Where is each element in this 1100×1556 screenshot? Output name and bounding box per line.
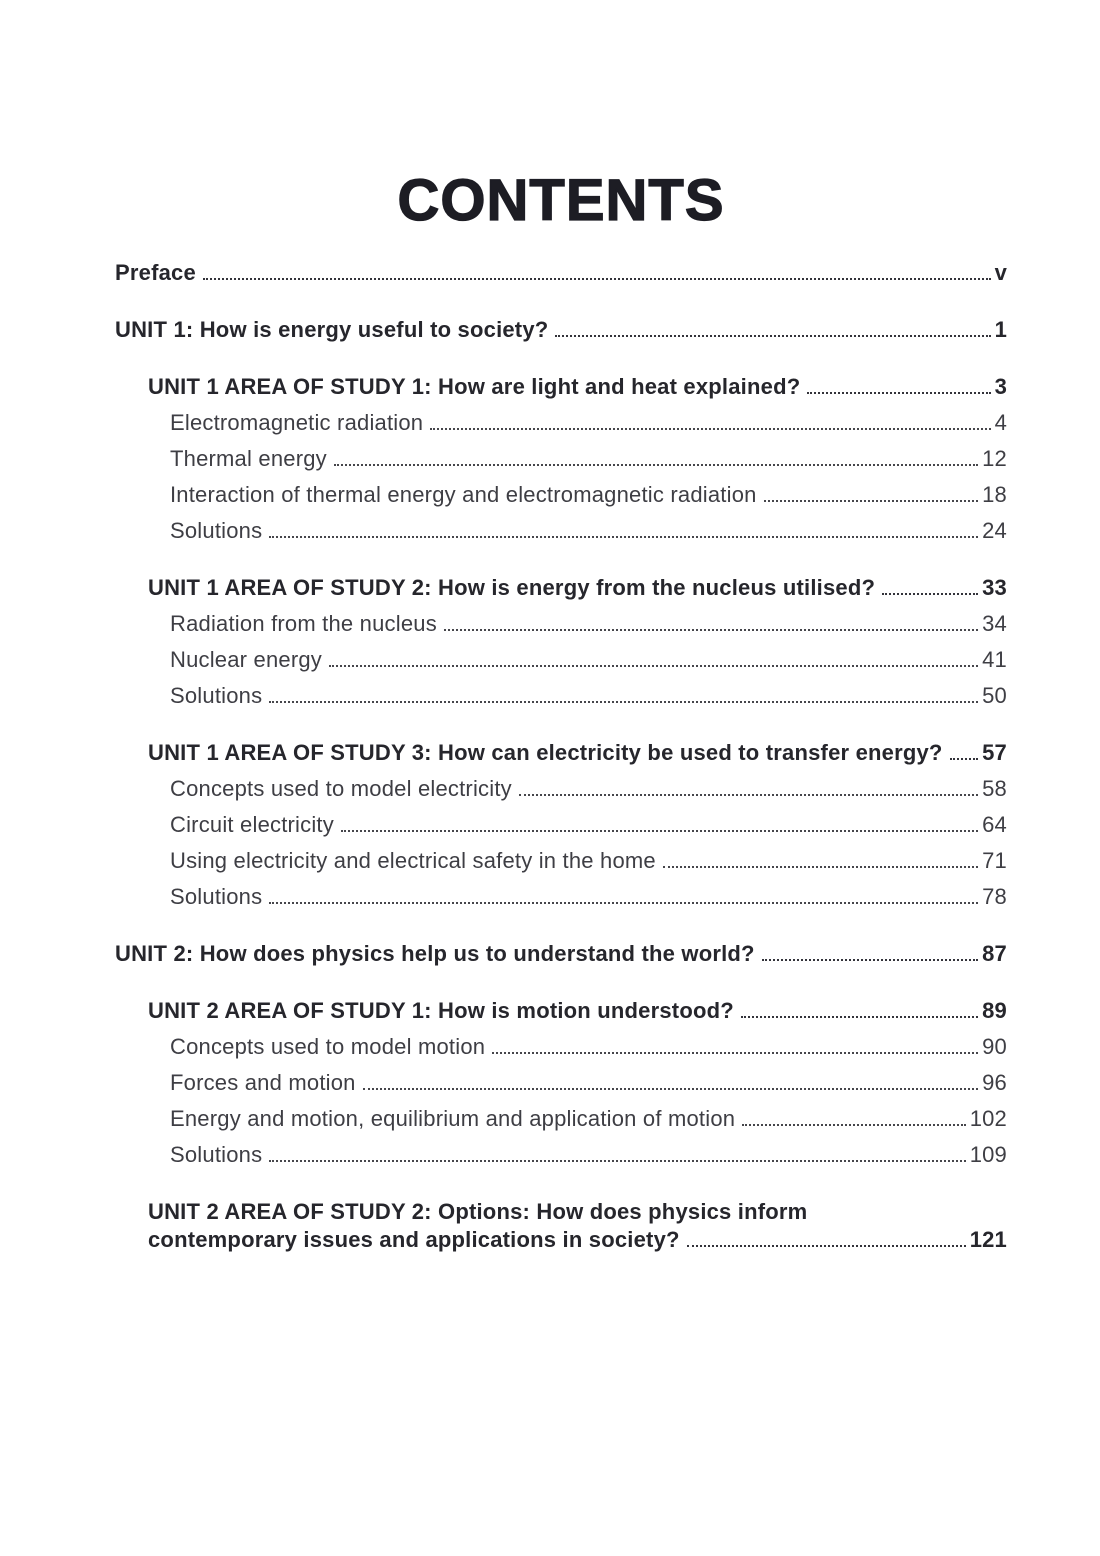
dotted-leader xyxy=(269,701,978,703)
dotted-leader xyxy=(882,593,978,595)
page-number: 78 xyxy=(982,884,1007,909)
toc-entry-row xyxy=(115,942,1007,965)
dotted-leader xyxy=(430,428,990,430)
entry-label: Interaction of thermal energy and electromagnetic radiation xyxy=(170,482,757,507)
entry-label: Thermal energy xyxy=(170,446,327,471)
toc-entry-row xyxy=(170,411,1007,434)
dotted-leader xyxy=(203,278,991,280)
dotted-leader xyxy=(269,1160,965,1162)
toc-entry-row xyxy=(148,999,1007,1022)
entry-label: Solutions xyxy=(170,518,263,543)
toc-entry-row xyxy=(170,777,1007,800)
toc-entry-row xyxy=(148,576,1007,599)
entry-label: UNIT 1 AREA OF STUDY 1: How are light and heat explained? xyxy=(148,374,801,399)
page-number: 87 xyxy=(982,941,1007,966)
toc-entry-row xyxy=(170,1035,1007,1058)
page-title: CONTENTS xyxy=(397,168,725,233)
entry-label-line1: UNIT 2 AREA OF STUDY 2: Options: How does physics inform xyxy=(148,1199,808,1224)
dotted-leader xyxy=(950,758,979,760)
dotted-leader xyxy=(555,335,990,337)
entry-label: contemporary issues and applications in society? xyxy=(148,1227,680,1252)
dotted-leader xyxy=(334,464,978,466)
entry-label: Concepts used to model electricity xyxy=(170,776,512,801)
page-number: 102 xyxy=(969,1106,1007,1131)
entry-label: UNIT 2 AREA OF STUDY 1: How is motion understood? xyxy=(148,998,734,1023)
toc-entry xyxy=(115,777,1007,800)
page-number: 109 xyxy=(969,1142,1007,1167)
dotted-leader xyxy=(741,1016,978,1018)
toc-entry-row xyxy=(148,741,1007,764)
entry-label: Electromagnetic radiation xyxy=(170,410,424,435)
toc-list xyxy=(115,261,1007,1251)
entry-label: Concepts used to model motion xyxy=(170,1034,486,1059)
toc-entry xyxy=(115,1143,1007,1166)
page-number: 33 xyxy=(982,575,1007,600)
toc-entry xyxy=(115,684,1007,707)
entry-label: Preface xyxy=(115,260,196,285)
entry-label: UNIT 1 AREA OF STUDY 3: How can electricity be used to transfer energy? xyxy=(148,740,943,765)
page-number: 34 xyxy=(982,611,1007,636)
toc-entry xyxy=(115,885,1007,908)
toc-entry-row xyxy=(148,375,1007,398)
page-number: 50 xyxy=(982,683,1007,708)
toc-entry xyxy=(115,1200,1007,1251)
toc-entry xyxy=(115,576,1007,599)
page-number: 41 xyxy=(982,647,1007,672)
page-number: 4 xyxy=(994,410,1007,435)
dotted-leader xyxy=(762,959,978,961)
toc-entry-row xyxy=(170,483,1007,506)
toc-entry-row xyxy=(170,519,1007,542)
page-number: 71 xyxy=(982,848,1007,873)
toc-entry-row xyxy=(170,684,1007,707)
toc-entry xyxy=(115,519,1007,542)
page-number: 89 xyxy=(982,998,1007,1023)
entry-label: Radiation from the nucleus xyxy=(170,611,437,636)
toc-entry-row xyxy=(115,318,1007,341)
toc-entry-row xyxy=(170,813,1007,836)
page-number: 90 xyxy=(982,1034,1007,1059)
entry-label: Energy and motion, equilibrium and application of motion xyxy=(170,1106,736,1131)
toc-entry xyxy=(115,813,1007,836)
entry-label: Solutions xyxy=(170,1142,263,1167)
dotted-leader xyxy=(363,1088,979,1090)
toc-entry-row xyxy=(170,1107,1007,1130)
toc-entry-row xyxy=(170,885,1007,908)
toc-entry-row xyxy=(170,612,1007,635)
toc-entry xyxy=(115,1035,1007,1058)
dotted-leader xyxy=(492,1052,978,1054)
toc-entry xyxy=(115,483,1007,506)
toc-entry xyxy=(115,375,1007,398)
toc-entry xyxy=(115,849,1007,872)
page-number: 96 xyxy=(982,1070,1007,1095)
toc-entry xyxy=(115,741,1007,764)
toc-entry-row xyxy=(170,849,1007,872)
toc-entry-row xyxy=(170,1071,1007,1094)
toc-entry-row xyxy=(170,447,1007,470)
toc-entry-row xyxy=(115,261,1007,284)
page-number: 58 xyxy=(982,776,1007,801)
dotted-leader xyxy=(742,1124,965,1126)
toc-entry xyxy=(115,411,1007,434)
toc-entry xyxy=(115,999,1007,1022)
toc-entry xyxy=(115,318,1007,341)
page-number: 24 xyxy=(982,518,1007,543)
page-number: 1 xyxy=(994,317,1007,342)
toc-entry xyxy=(115,648,1007,671)
entry-label: Solutions xyxy=(170,683,263,708)
dotted-leader xyxy=(764,500,979,502)
page-number: 18 xyxy=(982,482,1007,507)
page-number: 121 xyxy=(969,1227,1007,1252)
toc-entry xyxy=(115,447,1007,470)
entry-label: Using electricity and electrical safety in the home xyxy=(170,848,656,873)
toc-entry xyxy=(115,612,1007,635)
toc-entry xyxy=(115,261,1007,284)
toc-entry-row xyxy=(170,648,1007,671)
entry-label: Circuit electricity xyxy=(170,812,334,837)
toc-entry-row xyxy=(148,1228,1007,1251)
dotted-leader xyxy=(269,536,978,538)
entry-label: UNIT 2: How does physics help us to understand the world? xyxy=(115,941,755,966)
page-number: 12 xyxy=(982,446,1007,471)
entry-label: Solutions xyxy=(170,884,263,909)
page-number: v xyxy=(994,260,1007,285)
page-number: 3 xyxy=(994,374,1007,399)
toc-entry xyxy=(115,1071,1007,1094)
entry-label: UNIT 1 AREA OF STUDY 2: How is energy from the nucleus utilised? xyxy=(148,575,876,600)
dotted-leader xyxy=(519,794,978,796)
dotted-leader xyxy=(444,629,978,631)
entry-label: Nuclear energy xyxy=(170,647,322,672)
dotted-leader xyxy=(329,665,978,667)
dotted-leader xyxy=(341,830,978,832)
toc-entry xyxy=(115,942,1007,965)
dotted-leader xyxy=(663,866,978,868)
entry-label: Forces and motion xyxy=(170,1070,356,1095)
toc-entry-row xyxy=(170,1143,1007,1166)
page-number: 64 xyxy=(982,812,1007,837)
page-number: 57 xyxy=(982,740,1007,765)
dotted-leader xyxy=(807,392,990,394)
dotted-leader xyxy=(687,1245,966,1247)
toc-entry xyxy=(115,1107,1007,1130)
dotted-leader xyxy=(269,902,978,904)
entry-label: UNIT 1: How is energy useful to society? xyxy=(115,317,549,342)
